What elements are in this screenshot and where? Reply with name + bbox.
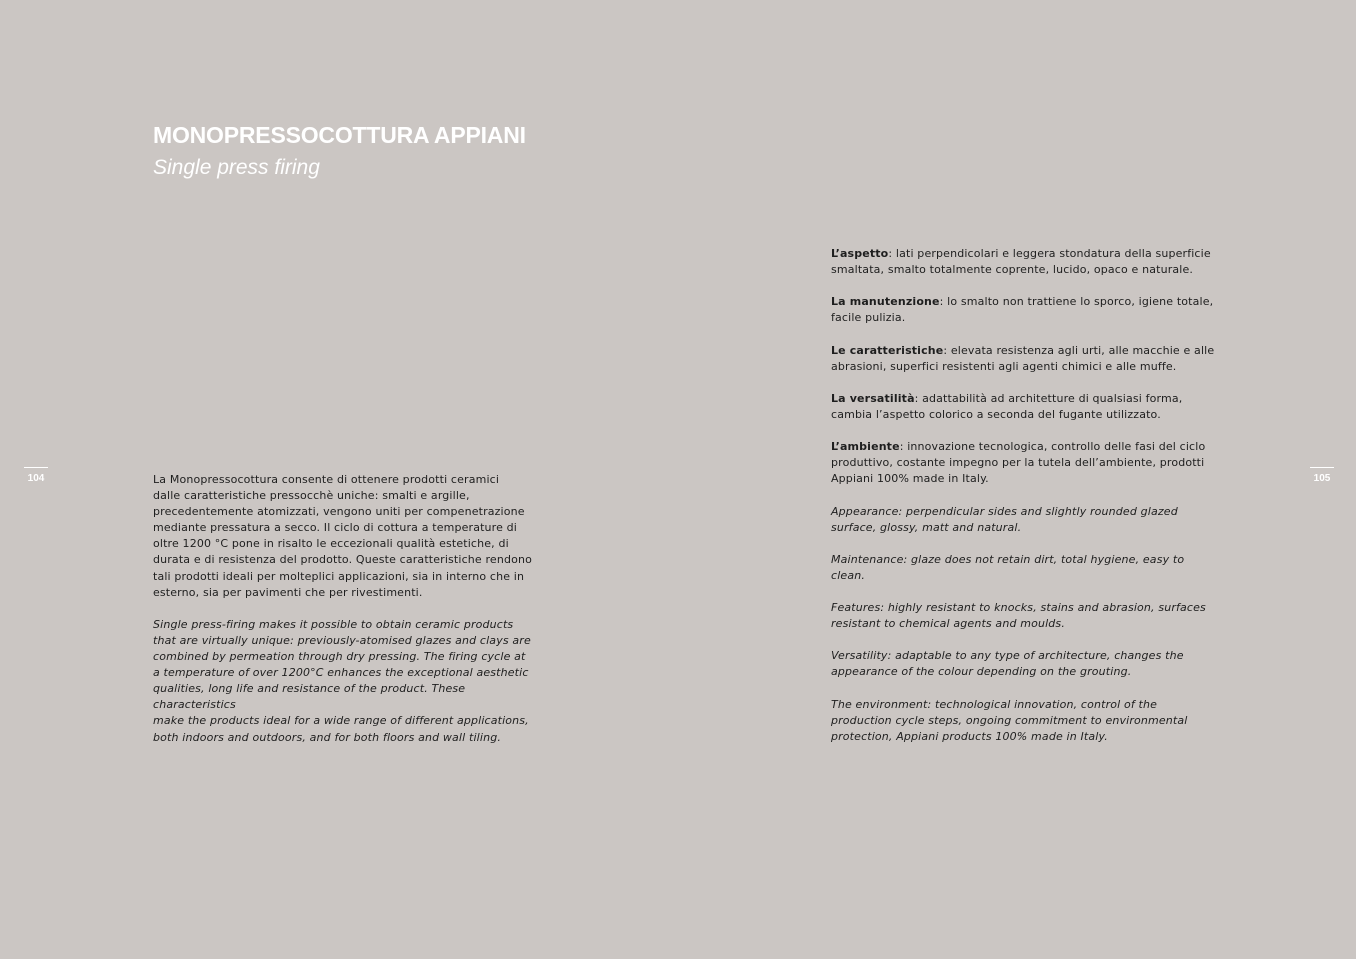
feature-caratteristiche <box>831 343 1221 375</box>
english-feature-environment: The environment: technological innovation, control of the production cycle steps, ongoing commitment to environmental protection, Appiani products 100% made in Italy. <box>831 697 1188 743</box>
feature-term: La versatilità <box>831 391 915 405</box>
feature-text: : lo smalto non trattiene lo sporco, igiene totale, facile pulizia. <box>831 295 1214 325</box>
feature-term: L’ambiente <box>831 440 900 454</box>
english-paragraph: Single press-firing makes it possible to obtain ceramic products that are virtually unique: previously-atomised glazes and clays are combined by permeation through dry pressing. The firing cycle at a temperature of over 1200°C enhances the exceptional aesthetic qualities, long life and resistance of the product. These characteristics make the products ideal for a wide range of different applications, both indoors and outdoors, and for both floors and wall tiling. <box>153 617 531 744</box>
english-feature-features: Features: highly resistant to knocks, stains and abrasion, surfaces resistant to chemical agents and moulds. <box>831 601 1206 631</box>
feature-text: : innovazione tecnologica, controllo delle fasi del ciclo produttivo, costante impegno per la tutela dell’ambiente, prodotti Appiani 100% made in Italy. <box>831 440 1206 486</box>
feature-term: Le caratteristiche <box>831 343 944 357</box>
english-feature-appearance: Appearance: perpendicular sides and slightly rounded glazed surface, glossy, matt and natural. <box>831 504 1178 534</box>
feature-text: : elevata resistenza agli urti, alle macchie e alle abrasioni, superfici resistenti agli agenti chimici e alle muffe. <box>831 343 1215 373</box>
feature-term: La manutenzione <box>831 295 940 309</box>
page-subtitle: Single press firing <box>153 156 320 179</box>
left-column <box>153 472 543 746</box>
feature-ambiente <box>831 439 1221 487</box>
page-number-left: 104 <box>24 467 48 484</box>
feature-term: L’aspetto <box>831 247 889 260</box>
page-title: MONOPRESSOCOTTURA APPIANI <box>153 122 526 148</box>
feature-text: : adattabilità ad architetture di qualsiasi forma, cambia l’aspetto colorico a seconda del fugante utilizzato. <box>831 391 1183 421</box>
english-feature-versatility: Versatility: adaptable to any type of architecture, changes the appearance of the colour depending on the grouting. <box>831 649 1184 679</box>
feature-text: : lati perpendicolari e leggera stondatura della superficie smaltata, smalto totalmente coprente, lucido, opaco e naturale. <box>831 247 1211 277</box>
english-feature-maintenance: Maintenance: glaze does not retain dirt, total hygiene, easy to clean. <box>831 552 1185 582</box>
feature-manutenzione <box>831 294 1221 326</box>
feature-versatilita <box>831 391 1221 423</box>
italian-paragraph: La Monopressocottura consente di ottenere prodotti ceramici dalle caratteristiche pressocchè uniche: smalti e argille, precedentemente atomizzati, vengono uniti per compenetrazione mediante pressatura a secco. Il ciclo di cottura a temperature di oltre 1200 °C pone in risalto le eccezionali qualità estetiche, di durata e di resistenza del prodotto. Queste caratteristiche rendono tali prodotti ideali per molteplici applicazioni, sia in interno che in esterno, sia per pavimenti che per rivestimenti. <box>153 473 532 599</box>
right-column <box>831 246 1221 745</box>
feature-aspetto <box>831 246 1221 278</box>
page-number-right: 105 <box>1310 467 1334 484</box>
